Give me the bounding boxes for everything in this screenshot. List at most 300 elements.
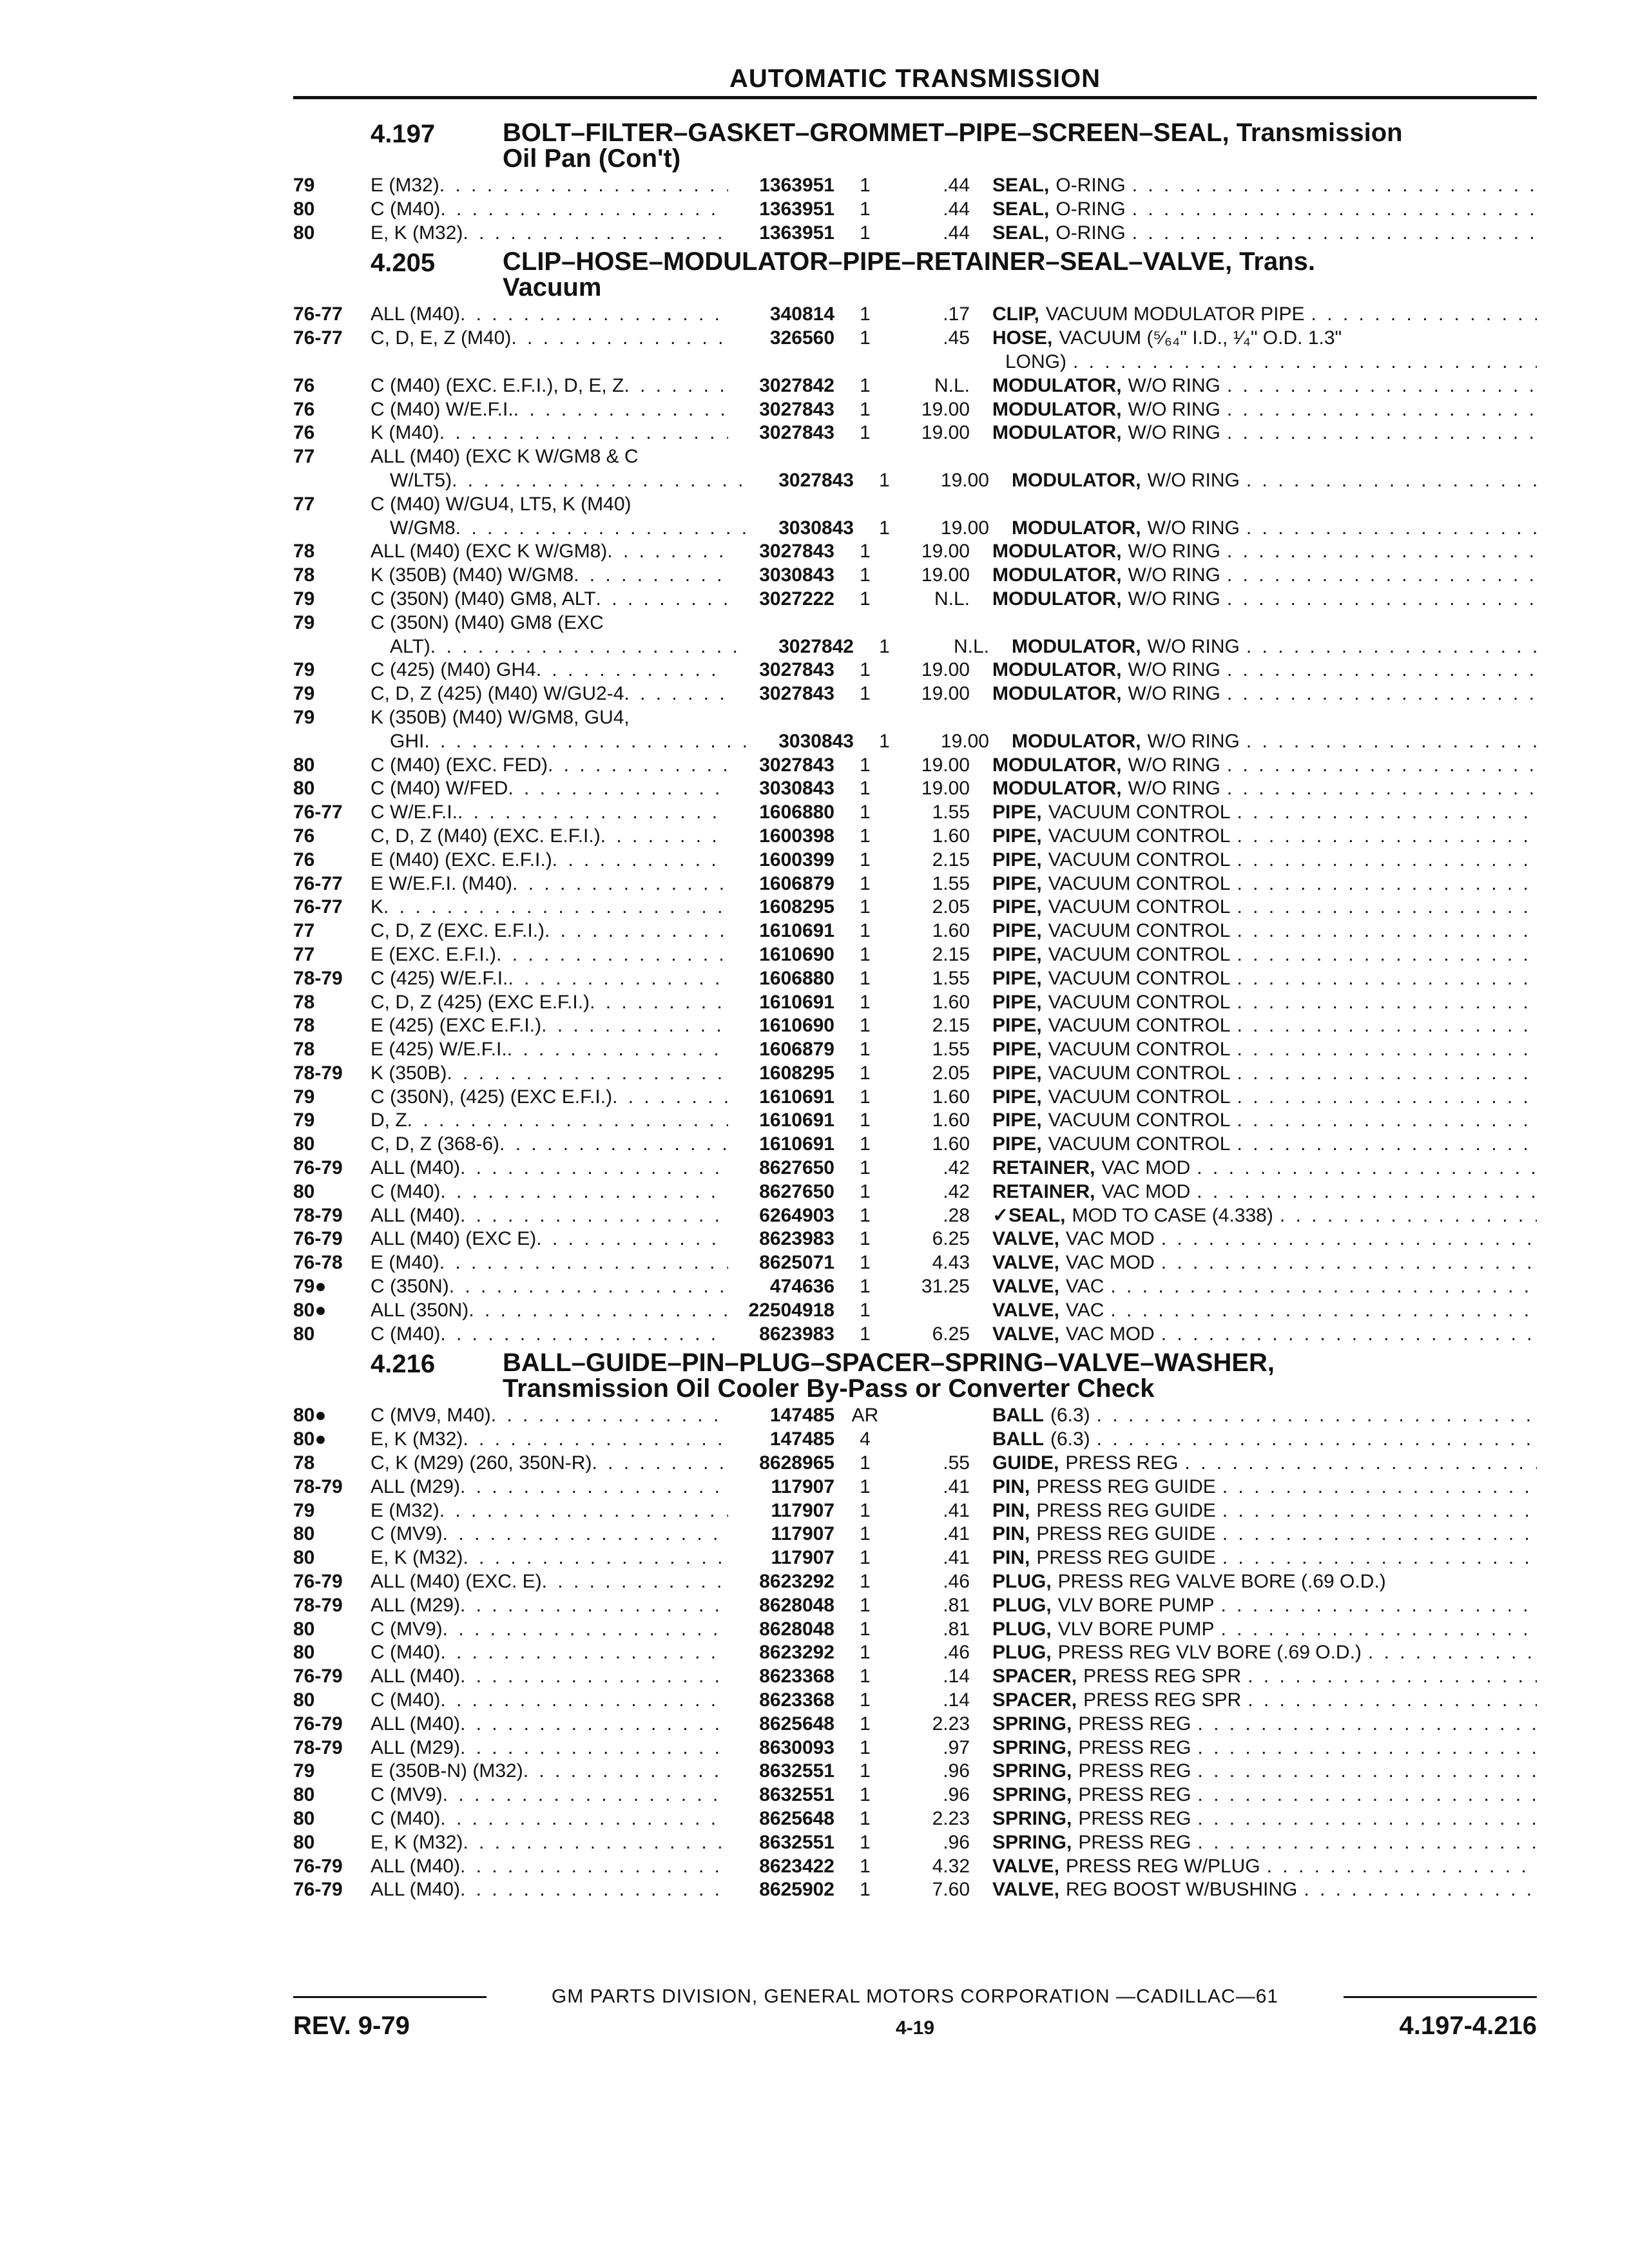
part-row xyxy=(293,872,1537,896)
part-row xyxy=(293,1014,1537,1038)
description-noun: VALVE, xyxy=(992,1879,1059,1901)
description xyxy=(970,303,1537,327)
leader-dots xyxy=(590,991,728,1015)
description-noun: PIPE, xyxy=(992,896,1042,918)
price: 7.60 xyxy=(932,1879,970,1901)
description-noun: GUIDE, xyxy=(992,1452,1059,1474)
model-year: 76-79 xyxy=(293,1879,343,1901)
part-number: 3027842 xyxy=(759,374,834,396)
description-detail: W/O RING xyxy=(1147,517,1240,539)
leader-dots xyxy=(1237,967,1537,991)
quantity: 1 xyxy=(860,1523,871,1545)
application-text: C (M40) W/FED xyxy=(371,778,508,800)
price: .55 xyxy=(943,1452,970,1474)
quantity: 1 xyxy=(860,1039,871,1061)
page-footer xyxy=(293,1986,1537,2041)
leader-dots xyxy=(1248,1689,1537,1713)
application xyxy=(371,469,747,493)
price: 4.32 xyxy=(932,1855,970,1877)
price: .96 xyxy=(943,1784,970,1806)
application-text: ALL (M40) (EXC E) xyxy=(371,1228,537,1250)
quantity: 1 xyxy=(860,1879,871,1901)
part-number: 1610690 xyxy=(759,1015,834,1037)
leader-dots xyxy=(1184,1452,1537,1475)
description-detail: (6.3) xyxy=(1050,1428,1090,1450)
description-noun: MODULATOR, xyxy=(992,754,1122,776)
quantity: 1 xyxy=(860,1618,871,1640)
description-noun: PIPE, xyxy=(992,849,1042,870)
part-row xyxy=(293,777,1537,801)
price: 1.60 xyxy=(932,991,970,1013)
description xyxy=(970,1014,1537,1038)
model-year: 80 xyxy=(293,1547,315,1569)
application xyxy=(371,872,728,896)
section-title-line: CLIP–HOSE–MODULATOR–PIPE–RETAINER–SEAL–VALVE, Trans. xyxy=(503,247,1316,276)
description-detail: W/O RING xyxy=(1128,778,1220,800)
part-number: 8623292 xyxy=(759,1642,834,1664)
quantity: 1 xyxy=(860,849,871,870)
application xyxy=(371,1878,728,1902)
leader-dots xyxy=(1237,872,1537,896)
description-detail: PRESS REG SPR xyxy=(1083,1666,1242,1687)
part-number: 326560 xyxy=(769,327,834,349)
part-number: 8628048 xyxy=(759,1618,834,1640)
description-detail: VAC MOD xyxy=(1065,1323,1155,1345)
price: N.L. xyxy=(934,588,970,610)
application xyxy=(371,517,747,541)
description-detail: VAC xyxy=(1065,1299,1104,1321)
leader-dots xyxy=(443,1618,728,1642)
description-detail: W/O RING xyxy=(1128,564,1220,586)
leader-dots xyxy=(1237,825,1537,849)
description-detail: LONG) xyxy=(1005,351,1067,372)
application xyxy=(371,1760,728,1783)
part-number: 474636 xyxy=(769,1276,834,1298)
price: N.L. xyxy=(934,374,970,396)
quantity: AR xyxy=(851,1405,879,1427)
quantity: 1 xyxy=(860,659,871,681)
description xyxy=(970,1180,1537,1204)
leader-dots xyxy=(1161,1251,1537,1275)
quantity: 1 xyxy=(860,872,871,894)
description-noun: SEAL, xyxy=(992,198,1050,220)
part-row-continued xyxy=(293,611,1537,635)
model-year: 79 xyxy=(293,1110,315,1131)
model-year: 76 xyxy=(293,825,315,847)
leader-dots xyxy=(440,198,728,222)
description-noun: SPRING, xyxy=(992,1736,1072,1758)
leader-dots xyxy=(542,1570,728,1594)
section-title xyxy=(503,120,1537,171)
part-number: 8623983 xyxy=(759,1323,834,1345)
description-detail: VACUUM CONTROL xyxy=(1048,920,1231,942)
description-noun: PIPE, xyxy=(992,967,1042,989)
description xyxy=(970,943,1537,967)
price: .46 xyxy=(943,1642,970,1664)
leader-dots xyxy=(624,682,728,706)
quantity: 1 xyxy=(860,1204,871,1226)
description-noun: PLUG, xyxy=(992,1618,1052,1640)
price: 19.00 xyxy=(921,422,970,444)
description-detail: W/O RING xyxy=(1128,588,1220,610)
part-number: 8623983 xyxy=(759,1228,834,1250)
part-number: 6264903 xyxy=(759,1204,834,1226)
leader-dots xyxy=(460,1475,728,1499)
description-detail: VACUUM CONTROL xyxy=(1048,896,1231,918)
description xyxy=(970,174,1537,198)
quantity: 1 xyxy=(860,1642,871,1664)
model-year: 80 xyxy=(293,1618,315,1640)
quantity: 1 xyxy=(860,198,871,220)
application-text: K (350B) (M40) W/GM8 xyxy=(371,564,574,586)
application-text: E, K (M32) xyxy=(371,1428,463,1450)
description-noun: PLUG, xyxy=(992,1594,1052,1616)
model-year: 76 xyxy=(293,422,315,444)
leader-dots xyxy=(1221,1594,1537,1618)
quantity: 1 xyxy=(860,564,871,586)
description-detail: VAC MOD xyxy=(1065,1228,1155,1250)
leader-dots xyxy=(1248,1665,1537,1689)
model-year: 78 xyxy=(293,1452,315,1474)
model-year: 76 xyxy=(293,849,315,870)
part-row xyxy=(293,1546,1537,1570)
page-header xyxy=(293,64,1537,99)
leader-dots xyxy=(460,1855,728,1879)
leader-dots xyxy=(512,872,728,896)
leader-dots xyxy=(460,1878,728,1902)
leader-dots xyxy=(1237,1014,1537,1038)
price: 2.05 xyxy=(932,1062,970,1084)
application-text: ALL (350N) xyxy=(371,1299,469,1321)
quantity: 1 xyxy=(860,1784,871,1806)
leader-dots xyxy=(1237,801,1537,825)
quantity: 1 xyxy=(860,1547,871,1569)
description xyxy=(970,1109,1537,1133)
price: 19.00 xyxy=(921,778,970,800)
price: .17 xyxy=(943,303,970,325)
application-text: C, D, Z (425) (M40) W/GU2-4 xyxy=(371,683,624,705)
description-detail: VACUUM CONTROL xyxy=(1048,872,1231,894)
leader-dots xyxy=(1132,198,1537,222)
description-noun: SPRING, xyxy=(992,1713,1072,1735)
description-detail: VACUUM CONTROL xyxy=(1048,991,1231,1013)
part-row xyxy=(293,1180,1537,1204)
leader-dots xyxy=(1097,1404,1537,1428)
description-detail: W/O RING xyxy=(1147,730,1240,752)
application-text: ALL (M40) xyxy=(371,1713,460,1735)
price: 19.00 xyxy=(940,517,989,539)
description xyxy=(970,1523,1537,1546)
quantity: 1 xyxy=(860,303,871,325)
description-noun: PIPE, xyxy=(992,872,1042,894)
description-detail: VAC xyxy=(1065,1276,1104,1298)
description-noun: VALVE, xyxy=(992,1299,1059,1321)
application xyxy=(371,303,728,327)
application-text: ALL (M29) xyxy=(371,1475,460,1497)
leader-dots xyxy=(1197,1180,1537,1204)
leader-dots xyxy=(1246,469,1537,493)
description-detail: W/O RING xyxy=(1128,374,1220,396)
description-noun: MODULATOR, xyxy=(992,778,1122,800)
description xyxy=(989,635,1537,659)
description-noun: RETAINER, xyxy=(992,1180,1095,1202)
description-noun: SPACER, xyxy=(992,1666,1077,1687)
model-year: 76 xyxy=(293,374,315,396)
price: 1.60 xyxy=(932,825,970,847)
part-row xyxy=(293,801,1537,825)
application xyxy=(371,1475,728,1499)
description xyxy=(970,1428,1537,1452)
description-detail: W/O RING xyxy=(1128,541,1220,562)
price: .81 xyxy=(943,1594,970,1616)
description-detail: PRESS REG xyxy=(1065,1452,1179,1474)
application-text: ALL (M40) (EXC K W/GM8) xyxy=(371,541,608,562)
price: 6.25 xyxy=(932,1228,970,1250)
model-year: 77 xyxy=(293,446,315,468)
part-number: 3027843 xyxy=(759,398,834,420)
part-row-continued xyxy=(293,706,1537,730)
section-number: 4.216 xyxy=(371,1350,436,1379)
description xyxy=(970,198,1537,222)
application-text: C (350N), (425) (EXC E.F.I.) xyxy=(371,1086,613,1108)
description xyxy=(970,1404,1537,1428)
part-row xyxy=(293,825,1537,849)
description-noun: PLUG, xyxy=(992,1642,1052,1664)
model-year: 76-77 xyxy=(293,327,343,349)
leader-dots xyxy=(1197,1760,1537,1783)
model-year: 78 xyxy=(293,991,315,1013)
model-year: 80 xyxy=(293,1808,315,1829)
quantity: 4 xyxy=(860,1428,871,1450)
part-row xyxy=(293,1641,1537,1665)
part-row xyxy=(293,1523,1537,1546)
description-noun: MODULATOR, xyxy=(1012,730,1141,752)
part-row xyxy=(293,1855,1537,1879)
description xyxy=(970,967,1537,991)
price: .41 xyxy=(943,1499,970,1521)
model-year: 78-79 xyxy=(293,1594,343,1616)
leader-dots xyxy=(443,1523,728,1546)
part-row xyxy=(293,967,1537,991)
application xyxy=(371,1157,728,1180)
part-number: 3030843 xyxy=(778,517,854,539)
description-noun: SPRING, xyxy=(992,1808,1072,1829)
description-detail: VLV BORE PUMP xyxy=(1057,1594,1215,1616)
leader-dots xyxy=(1227,777,1537,801)
leader-dots xyxy=(1227,540,1537,564)
quantity: 1 xyxy=(860,1594,871,1616)
quantity: 1 xyxy=(860,422,871,444)
description xyxy=(970,540,1537,564)
leader-dots xyxy=(514,398,728,422)
price: .96 xyxy=(943,1831,970,1853)
application-text: W/LT5) xyxy=(390,469,452,491)
part-number: 8623368 xyxy=(759,1689,834,1711)
application xyxy=(371,493,728,517)
model-year: 80 xyxy=(293,1323,315,1345)
application xyxy=(371,1665,728,1689)
leader-dots xyxy=(624,374,728,398)
application xyxy=(371,1204,728,1228)
leader-dots xyxy=(1246,517,1537,541)
model-year: 79● xyxy=(293,1276,327,1298)
description-noun: SEAL, xyxy=(992,175,1050,196)
description xyxy=(970,398,1537,422)
price: .14 xyxy=(943,1666,970,1687)
application xyxy=(371,1594,728,1618)
model-year: 80 xyxy=(293,198,315,220)
model-year: 80 xyxy=(293,1831,315,1853)
description-noun: PIN, xyxy=(992,1547,1030,1569)
price: 6.25 xyxy=(932,1323,970,1345)
description xyxy=(970,754,1537,778)
leader-dots xyxy=(1197,1807,1537,1831)
leader-dots xyxy=(460,1157,728,1180)
part-number: 8632551 xyxy=(759,1831,834,1853)
leader-dots xyxy=(1237,1086,1537,1110)
description xyxy=(970,1251,1537,1275)
price: .28 xyxy=(943,1204,970,1226)
application xyxy=(371,588,728,611)
application-text: C (M40) W/GU4, LT5, K (M40) xyxy=(371,493,631,515)
leader-dots xyxy=(460,303,728,327)
application-text: C (M40) xyxy=(371,198,441,220)
quantity: 1 xyxy=(860,1713,871,1735)
description-detail: PRESS REG GUIDE xyxy=(1036,1547,1216,1569)
description xyxy=(970,1855,1537,1879)
leader-dots xyxy=(1237,1062,1537,1086)
part-row xyxy=(293,658,1537,682)
part-number: 1363951 xyxy=(759,198,834,220)
leader-dots xyxy=(439,1499,728,1523)
application-text: K (350B) (M40) W/GM8, GU4, xyxy=(371,706,630,728)
model-year: 80 xyxy=(293,1784,315,1806)
application xyxy=(371,611,728,635)
part-row xyxy=(293,1713,1537,1736)
description-detail: VACUUM (⁵⁄₆₄" I.D., ¹⁄₄" O.D. 1.3" xyxy=(1059,327,1342,349)
leader-dots xyxy=(1227,588,1537,611)
description xyxy=(970,658,1537,682)
description-detail: VAC MOD xyxy=(1101,1180,1191,1202)
part-number: 3030843 xyxy=(778,730,854,752)
price: 19.00 xyxy=(940,469,989,491)
part-row xyxy=(293,540,1537,564)
description-noun: PIPE, xyxy=(992,920,1042,942)
section-title xyxy=(503,249,1537,300)
leader-dots xyxy=(1237,849,1537,872)
part-row xyxy=(293,588,1537,611)
part-row xyxy=(293,1570,1537,1594)
leader-dots xyxy=(1222,1475,1537,1499)
leader-dots xyxy=(440,1323,728,1347)
application-text: C (350N) xyxy=(371,1276,449,1298)
description xyxy=(970,825,1537,849)
part-row xyxy=(293,1227,1537,1251)
part-number: 1610691 xyxy=(759,1086,834,1108)
description-detail: O-RING xyxy=(1055,175,1126,196)
leader-dots xyxy=(1227,374,1537,398)
leader-dots xyxy=(1237,1038,1537,1062)
leader-dots xyxy=(447,1062,728,1086)
part-row xyxy=(293,943,1537,967)
description xyxy=(970,351,1537,374)
description-detail: O-RING xyxy=(1055,198,1126,220)
description xyxy=(970,1475,1537,1499)
description-detail: W/O RING xyxy=(1128,398,1220,420)
quantity: 1 xyxy=(860,374,871,396)
description-detail: W/O RING xyxy=(1147,635,1240,657)
leader-dots xyxy=(439,1251,728,1275)
part-number: 3027222 xyxy=(759,588,834,610)
section-heading xyxy=(293,120,1537,171)
description-noun: PIPE, xyxy=(992,1039,1042,1061)
model-year: 76-77 xyxy=(293,872,343,894)
application-text: E (M32) xyxy=(371,175,439,196)
application xyxy=(371,919,728,943)
model-year: 76-79 xyxy=(293,1571,343,1593)
part-row xyxy=(293,1038,1537,1062)
part-number: 1606879 xyxy=(759,872,834,894)
part-row xyxy=(293,1499,1537,1523)
description-detail: VACUUM CONTROL xyxy=(1048,802,1231,823)
leader-dots xyxy=(1227,421,1537,445)
application-text: C (M40) xyxy=(371,1180,441,1202)
leader-dots xyxy=(507,1038,728,1062)
description xyxy=(970,1831,1537,1855)
leader-dots xyxy=(1227,682,1537,706)
application-text: C (425) (M40) GH4 xyxy=(371,659,536,681)
description-detail: PRESS REG SPR xyxy=(1083,1689,1242,1711)
description-detail: VACUUM MODULATOR PIPE xyxy=(1045,303,1305,325)
leader-dots xyxy=(460,1713,728,1736)
description-noun: MODULATOR, xyxy=(992,398,1122,420)
quantity: 1 xyxy=(860,683,871,705)
model-year: 76-78 xyxy=(293,1252,343,1274)
part-row xyxy=(293,1594,1537,1618)
model-year: 77 xyxy=(293,920,315,942)
application xyxy=(371,1014,728,1038)
quantity: 1 xyxy=(860,778,871,800)
description-noun: PIPE, xyxy=(992,1062,1042,1084)
part-row xyxy=(293,849,1537,872)
part-number: 3027843 xyxy=(759,422,834,444)
quantity: 1 xyxy=(860,1855,871,1877)
price: .46 xyxy=(943,1571,970,1593)
part-number: 8627650 xyxy=(759,1157,834,1179)
price: 2.15 xyxy=(932,849,970,870)
application-text: C (M40) W/E.F.I. xyxy=(371,398,514,420)
description-noun: MODULATOR, xyxy=(992,374,1122,396)
application-text: C (M40) xyxy=(371,1689,441,1711)
description-noun: PIPE, xyxy=(992,1015,1042,1037)
application-text: C (350N) (M40) GM8, ALT xyxy=(371,588,596,610)
leader-dots xyxy=(463,222,728,245)
part-number: 3027843 xyxy=(759,683,834,705)
application xyxy=(371,374,728,398)
part-number: 1610691 xyxy=(759,1110,834,1131)
application xyxy=(371,777,728,801)
footer-rule-right xyxy=(1344,1996,1537,1998)
leader-dots xyxy=(511,327,728,351)
part-row xyxy=(293,1760,1537,1783)
leader-dots xyxy=(574,564,728,588)
part-number: 8632551 xyxy=(759,1784,834,1806)
description-noun: SPACER, xyxy=(992,1689,1077,1711)
description xyxy=(970,564,1537,588)
part-row xyxy=(293,303,1537,327)
leader-dots xyxy=(536,658,728,682)
part-number: 1610691 xyxy=(759,920,834,942)
